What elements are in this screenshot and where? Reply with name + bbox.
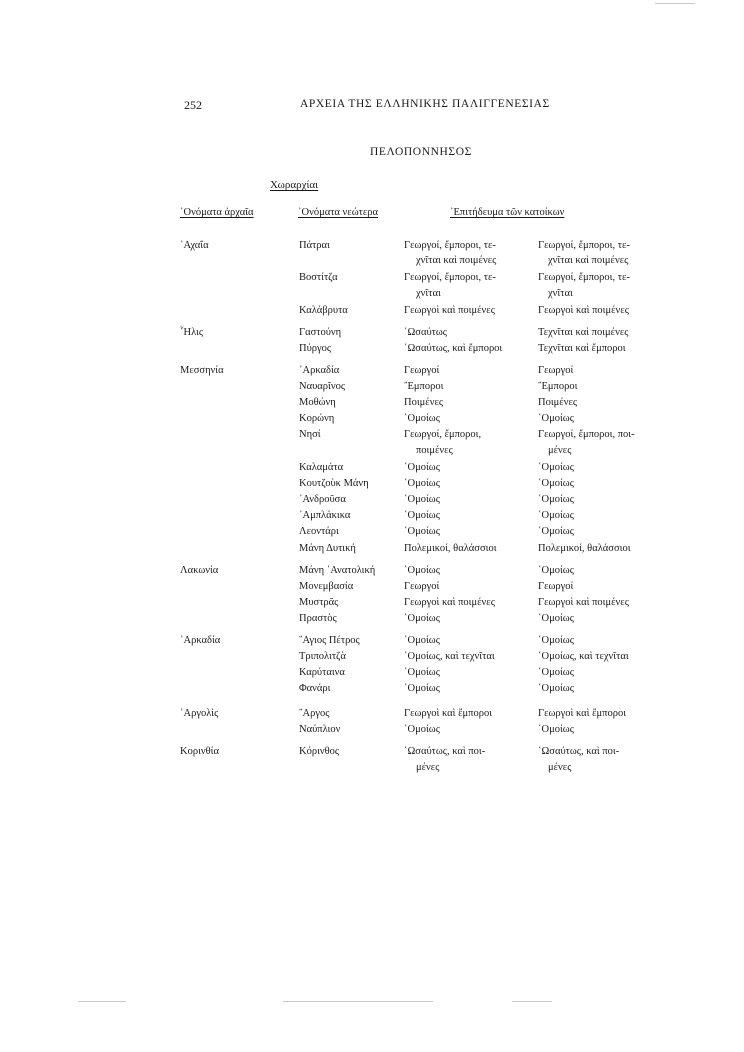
cell-modern: ᾿Ανδροῦσα <box>299 494 346 505</box>
cell-modern: Μάνη Δυτική <box>299 543 356 554</box>
cell-occ2: ῾Ομοίως <box>538 462 574 473</box>
cell-occ2: ῾Ομοίως <box>538 724 574 735</box>
cell-occ1: ῾Ομοίως <box>404 724 440 735</box>
cell-occ1: ῾Ομοίως, καὶ τεχνῖται <box>404 651 495 662</box>
cell-occ1: ῾Ομοίως <box>404 683 440 694</box>
cell-modern: ῎Αργος <box>299 708 330 719</box>
cell-occ1: Ποιμένες <box>404 397 444 408</box>
cell-modern: ᾿Αμπλάκικα <box>299 510 351 521</box>
cell-occ1: ῾Ομοίως <box>404 635 440 646</box>
cell-modern: Πάτραι <box>299 240 330 251</box>
cell-modern: Ναύπλιον <box>299 724 341 735</box>
cell-occ2: ῾Ομοίως <box>538 413 574 424</box>
cell-occ2: χνῖται <box>548 288 573 299</box>
scan-mark-top-right <box>655 3 695 4</box>
cell-modern: Μοθώνη <box>299 397 336 408</box>
cell-modern: Βοστίτζα <box>299 272 338 283</box>
cell-modern: Πύργος <box>299 343 332 354</box>
cell-ancient: Λακωνία <box>180 565 219 576</box>
cell-modern: Ναυαρῖνος <box>299 381 346 392</box>
cell-occ1: Γεωργοί <box>404 365 440 376</box>
cell-occ1: χνῖται καὶ ποιμένες <box>416 255 497 266</box>
cell-occ1: ῾Ομοίως <box>404 510 440 521</box>
cell-occ1: Γεωργοὶ καὶ ποιμένες <box>404 597 495 608</box>
cell-modern: Πραστὸς <box>299 613 337 624</box>
cell-occ2: μένες <box>548 762 572 773</box>
cell-occ2: ῾Ομοίως <box>538 635 574 646</box>
cell-occ1: ῾Ωσαύτως, καὶ ποι- <box>404 746 486 757</box>
cell-modern: ῞Αγιος Πέτρος <box>299 635 360 646</box>
cell-modern: Λεοντάρι <box>299 526 339 537</box>
cell-modern: Κορώνη <box>299 413 335 424</box>
scan-mark-bottom-center <box>283 1001 433 1002</box>
cell-occ2: ῾Ομοίως <box>538 565 574 576</box>
cell-occ1: Γεωργοὶ καὶ ποιμένες <box>404 305 495 316</box>
cell-occ2: ῾Ομοίως <box>538 613 574 624</box>
cell-ancient: ῏Ηλις <box>180 327 204 338</box>
cell-modern: Μάνη ᾿Ανατολική <box>299 565 376 576</box>
cell-occ1: χνῖται <box>416 288 441 299</box>
cell-occ1: Γεωργοί, ἔμποροι, <box>404 429 482 440</box>
cell-ancient: Κορινθία <box>180 746 220 757</box>
cell-occ1: ῾Ωσαύτως, καὶ ἔμποροι <box>404 343 503 354</box>
cell-occ2: Γεωργοί, ἔμποροι, τε- <box>538 240 630 251</box>
cell-occ2: Γεωργοί, ἔμποροι, τε- <box>538 272 630 283</box>
cell-occ2: Γεωργοὶ καὶ ποιμένες <box>538 305 629 316</box>
cell-occ1: ῾Ομοίως <box>404 413 440 424</box>
cell-modern: Καλαμάτα <box>299 462 344 473</box>
cell-occ1: Γεωργοί, ἔμποροι, τε- <box>404 272 496 283</box>
cell-occ2: χνῖται καὶ ποιμένες <box>548 255 629 266</box>
cell-modern: ᾿Αρκαδία <box>299 365 340 376</box>
cell-occ2: Πολεμικοί, θαλάσσιοι <box>538 543 631 554</box>
cell-ancient: ᾿Αργολὶς <box>180 708 219 719</box>
cell-modern: Τριπολιτζὰ <box>299 651 346 662</box>
cell-modern: Φανάρι <box>299 683 331 694</box>
cell-occ2: Γεωργοί <box>538 581 574 592</box>
cell-occ2: ῾Ωσαύτως, καὶ ποι- <box>538 746 620 757</box>
cell-occ2: ῾Ομοίως <box>538 494 574 505</box>
cell-occ1: ῾Ομοίως <box>404 478 440 489</box>
cell-occ1: Γεωργοί <box>404 581 440 592</box>
scan-mark-bottom-right <box>512 1001 552 1002</box>
cell-occ2: μένες <box>548 445 572 456</box>
cell-occ1: ῾Ομοίως <box>404 526 440 537</box>
cell-occ1: ῾Ομοίως <box>404 565 440 576</box>
cell-modern: Καλάβρυτα <box>299 305 348 316</box>
cell-occ2: ῾Ομοίως <box>538 526 574 537</box>
cell-occ2: Ποιμένες <box>538 397 578 408</box>
cell-ancient: ᾿Αρκαδία <box>180 635 221 646</box>
cell-occ2: Τεχνῖται καὶ ποιμένες <box>538 327 629 338</box>
cell-occ1: ῾Ομοίως <box>404 494 440 505</box>
group-heading: Χωραρχίαι <box>270 179 319 191</box>
cell-modern: Μονεμβασία <box>299 581 354 592</box>
cell-occ1: ῾Ωσαύτως <box>404 327 447 338</box>
cell-occ1: Γεωργοὶ καὶ ἔμποροι <box>404 708 493 719</box>
cell-occ1: ποιμένες <box>416 445 453 456</box>
cell-modern: Κουτζοὺκ Μάνη <box>299 478 369 489</box>
cell-occ1: Γεωργοί, ἔμποροι, τε- <box>404 240 496 251</box>
cell-occ2: ῾Ομοίως <box>538 478 574 489</box>
column-header-ancient: ᾿Ονόματα ἀρχαῖα <box>180 207 254 218</box>
cell-ancient: ᾿Αχαΐα <box>180 240 209 251</box>
cell-modern: Κόρινθος <box>299 746 340 757</box>
cell-occ2: Γεωργοὶ καὶ ποιμένες <box>538 597 629 608</box>
cell-occ2: ῾Ομοίως <box>538 683 574 694</box>
cell-occ2: Γεωργοί <box>538 365 574 376</box>
cell-modern: Μυστρᾶς <box>299 597 339 608</box>
cell-modern: Νησί <box>299 429 321 440</box>
cell-modern: Γαστούνη <box>299 327 342 338</box>
scan-mark-bottom-left <box>78 1001 126 1002</box>
cell-occ1: Πολεμικοί, θαλάσσιοι <box>404 543 497 554</box>
cell-occ2: ῎Εμποροι <box>538 381 578 392</box>
cell-occ2: ῾Ομοίως <box>538 667 574 678</box>
cell-occ2: ῾Ομοίως <box>538 510 574 521</box>
cell-occ2: Γεωργοί, ἔμποροι, ποι- <box>538 429 635 440</box>
column-header-modern: ᾿Ονόματα νεώτερα <box>298 207 378 218</box>
cell-modern: Καρύταινα <box>299 667 345 678</box>
cell-occ2: Γεωργοὶ καὶ ἔμποροι <box>538 708 627 719</box>
cell-occ1: ῾Ομοίως <box>404 667 440 678</box>
cell-ancient: Μεσσηνία <box>180 365 224 376</box>
cell-occ2: ῾Ομοίως, καὶ τεχνῖται <box>538 651 629 662</box>
section-title: ΠΕΛΟΠΟΝΝΗΣΟΣ <box>370 146 472 158</box>
cell-occ1: μένες <box>416 762 440 773</box>
cell-occ1: ῾Ομοίως <box>404 613 440 624</box>
cell-occ2: Τεχνῖται καὶ ἔμποροι <box>538 343 626 354</box>
page-number: 252 <box>184 98 202 112</box>
column-header-occupation: ᾿Επιτήδευμα τῶν κατοίκων <box>450 207 565 218</box>
running-title: ΑΡΧΕΙΑ ΤΗΣ ΕΛΛΗΝΙΚΗΣ ΠΑΛΙΓΓΕΝΕΣΙΑΣ <box>300 98 550 110</box>
cell-occ1: ῎Εμποροι <box>404 381 444 392</box>
cell-occ1: ῾Ομοίως <box>404 462 440 473</box>
